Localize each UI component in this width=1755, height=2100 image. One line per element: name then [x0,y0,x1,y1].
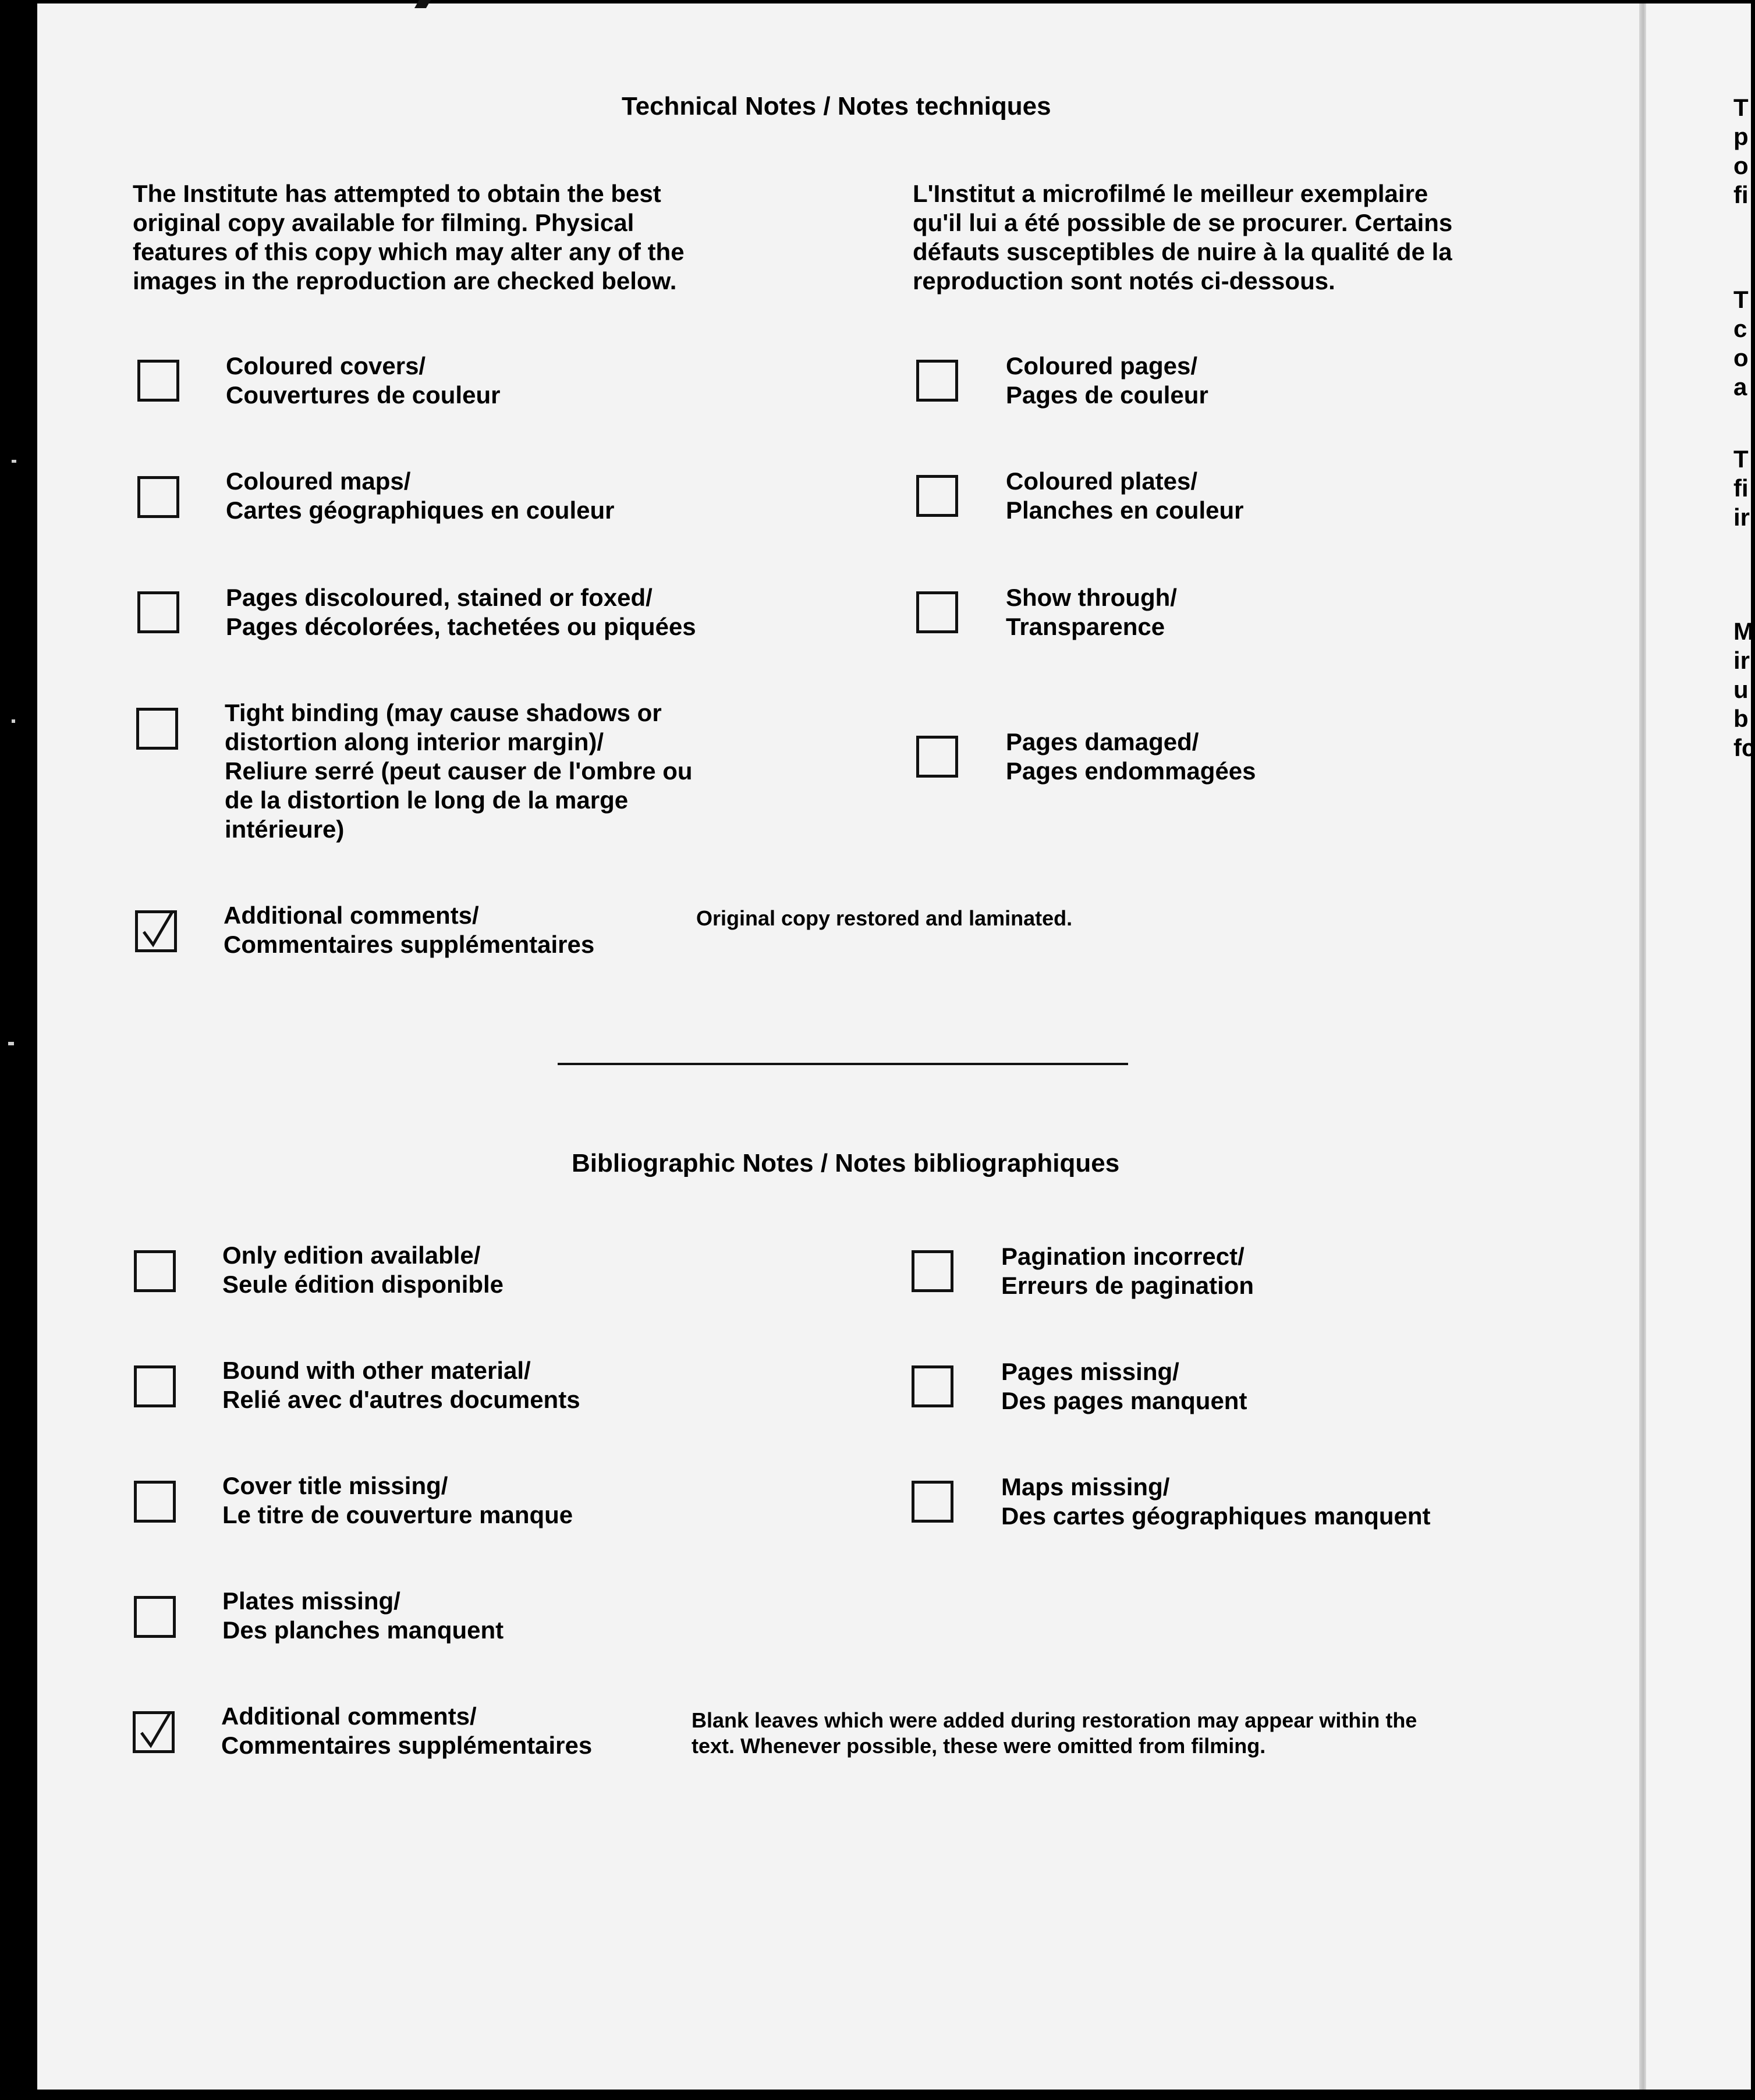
label-plates-missing [222,1587,504,1645]
label-line: Pages missing/ [1001,1358,1179,1385]
checkbox-coloured-pages[interactable] [916,360,958,402]
label-line: Bound with other material/ [222,1357,531,1384]
comment-line: text. Whenever possible, these were omitted from filming. [692,1734,1266,1758]
label-pages-discoloured [226,583,696,641]
technical-intro-fr [913,179,1452,296]
technical-notes-title: Technical Notes / Notes techniques [622,92,1051,120]
form-page [37,3,1641,2090]
fragment-line: o [1733,152,1749,179]
checkmark-icon [138,1711,173,1751]
checkbox-pagination-incorrect[interactable] [912,1250,953,1292]
fragment-line: ir [1733,503,1750,531]
intro-fr-line: L'Institut a microfilmé le meilleur exemplaire [913,180,1428,207]
label-line: Pages décolorées, tachetées ou piquées [226,613,696,640]
intro-en-line: original copy available for filming. Physical [133,209,634,236]
fragment-line: T [1733,445,1749,473]
checkbox-bibliographic-additional-comments[interactable] [133,1711,175,1753]
fragment-line: ir [1733,647,1750,674]
label-maps-missing [1001,1473,1431,1531]
label-line: Coloured plates/ [1006,467,1198,495]
label-line: Only edition available/ [222,1241,481,1269]
adjacent-page-fragment [1733,93,1749,210]
checkbox-maps-missing[interactable] [912,1481,953,1523]
fragment-line: p [1733,123,1749,150]
technical-intro-en [133,179,685,296]
label-line: Coloured maps/ [226,467,411,495]
label-line: Seule édition disponible [222,1271,504,1298]
label-line: Reliure serré (peut causer de l'ombre ou [225,757,693,785]
film-speck [8,1042,14,1045]
bibliographic-comment-text [692,1708,1417,1759]
label-bibliographic-additional-comments [221,1702,592,1760]
fragment-line: u [1733,676,1749,703]
label-line: Des planches manquent [222,1616,504,1644]
label-coloured-covers [226,352,500,410]
label-line: Cover title missing/ [222,1472,448,1499]
label-line: Pagination incorrect/ [1001,1243,1245,1270]
fragment-line: M [1733,618,1754,645]
checkbox-coloured-covers[interactable] [137,360,179,402]
label-line: Coloured pages/ [1006,352,1198,379]
film-speck [12,460,16,463]
fragment-line: fi [1733,181,1749,208]
checkbox-technical-additional-comments[interactable] [135,910,177,952]
label-pages-missing [1001,1357,1247,1416]
label-line: Le titre de couverture manque [222,1501,573,1528]
technical-comment-text [696,906,1072,931]
adjacent-page-fragment [1733,617,1755,762]
checkbox-cover-title-missing[interactable] [134,1481,176,1523]
label-line: de la distortion le long de la marge [225,786,629,814]
label-line: Planches en couleur [1006,496,1244,524]
label-coloured-pages [1006,352,1208,410]
label-only-edition [222,1241,504,1299]
intro-en-line: images in the reproduction are checked below. [133,267,677,295]
checkbox-tight-binding[interactable] [136,708,178,750]
checkbox-plates-missing[interactable] [134,1596,176,1638]
adjacent-page-fragment [1733,445,1750,532]
label-line: Couvertures de couleur [226,381,501,409]
checkbox-pages-damaged[interactable] [916,736,958,778]
comment-line: Blank leaves which were added during restoration may appear within the [692,1708,1417,1732]
checkbox-bound-with-other-material[interactable] [134,1365,176,1407]
fragment-line: a [1733,373,1747,400]
label-line: Maps missing/ [1001,1473,1170,1500]
label-line: Pages damaged/ [1006,728,1199,755]
intro-en-line: The Institute has attempted to obtain the best [133,180,661,207]
label-line: Relié avec d'autres documents [222,1386,580,1413]
fragment-line: T [1733,94,1749,121]
checkbox-show-through[interactable] [916,591,958,633]
intro-fr-line: reproduction sont notés ci-dessous. [913,267,1335,295]
label-line: Cartes géographiques en couleur [226,496,615,524]
label-line: Pages endommagées [1006,757,1256,785]
label-line: Commentaires supplémentaires [224,931,595,958]
label-line: Erreurs de pagination [1001,1272,1254,1299]
checkbox-pages-missing[interactable] [912,1365,953,1407]
intro-fr-line: qu'il lui a été possible de se procurer. Certains [913,209,1453,236]
label-pagination-incorrect [1001,1242,1254,1300]
label-coloured-plates [1006,467,1243,525]
checkbox-pages-discoloured[interactable] [137,591,179,633]
label-line: Des pages manquent [1001,1387,1247,1414]
checkmark-icon [140,910,175,950]
label-line: Commentaires supplémentaires [221,1732,593,1759]
label-cover-title-missing [222,1471,573,1530]
checkbox-only-edition[interactable] [134,1250,176,1292]
fragment-line: c [1733,315,1747,342]
label-line: Tight binding (may cause shadows or [225,699,662,726]
label-technical-additional-comments [224,901,594,959]
label-line: Des cartes géographiques manquent [1001,1502,1431,1530]
label-line: Additional comments/ [221,1702,477,1730]
checkbox-coloured-plates[interactable] [916,475,958,517]
intro-fr-line: défauts susceptibles de nuire à la qualité de la [913,238,1452,265]
fragment-line: fc [1733,734,1755,761]
label-line: Show through/ [1006,584,1177,611]
checkbox-coloured-maps[interactable] [137,476,179,518]
label-line: Transparence [1006,613,1165,640]
label-line: Plates missing/ [222,1587,400,1615]
fragment-line: b [1733,705,1749,732]
fragment-line: o [1733,344,1749,371]
film-speck [12,719,15,723]
label-line: Pages de couleur [1006,381,1208,409]
label-bound-with-other-material [222,1356,580,1414]
section-divider [558,1063,1128,1065]
label-line: Coloured covers/ [226,352,426,379]
fragment-line: fi [1733,474,1749,502]
label-line: Pages discoloured, stained or foxed/ [226,584,653,611]
intro-en-line: features of this copy which may alter any of the [133,238,685,265]
label-line: Additional comments/ [224,902,479,929]
fragment-line: T [1733,286,1749,313]
label-show-through [1006,583,1177,641]
bibliographic-notes-title: Bibliographic Notes / Notes bibliographiques [572,1149,1120,1177]
comment-line: Original copy restored and laminated. [696,906,1073,930]
label-pages-damaged [1006,728,1256,786]
label-line: intérieure) [225,815,345,843]
label-tight-binding [225,698,693,844]
adjacent-page-fragment [1733,285,1749,402]
label-coloured-maps [226,467,615,525]
label-line: distortion along interior margin)/ [225,728,604,755]
